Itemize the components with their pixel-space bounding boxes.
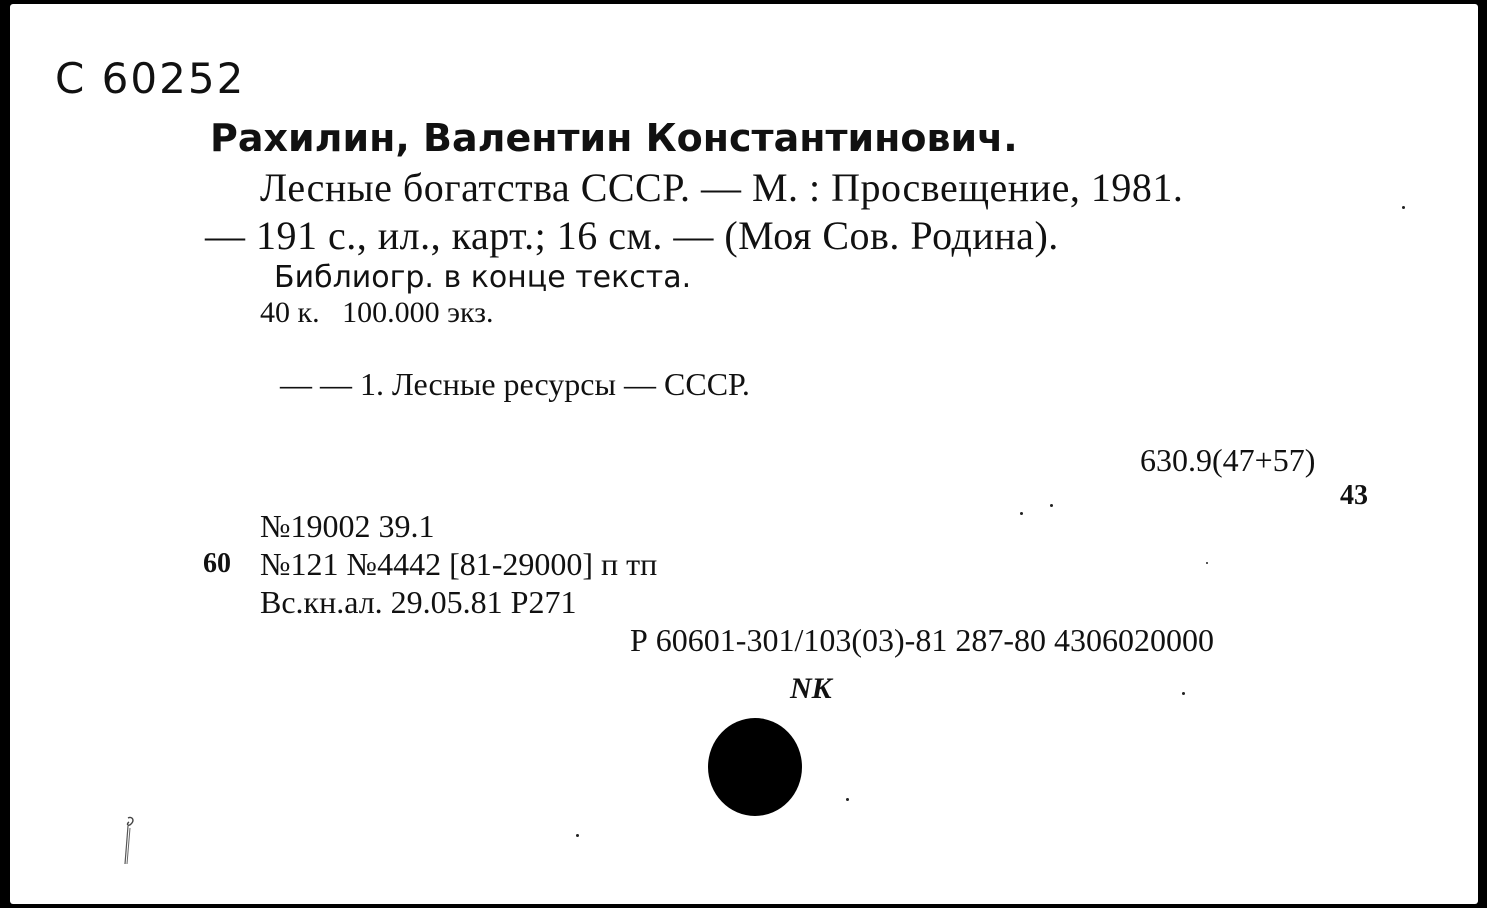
punch-hole [708,718,802,816]
catalog-card [10,4,1478,904]
speck [1402,206,1405,209]
speck [1206,562,1208,564]
author-mark: 43 [1340,480,1368,511]
speck [576,834,579,837]
bibliography-note: Библиогр. в конце текста. [274,260,692,295]
title-line-2: — 191 с., ил., карт.; 16 см. — (Моя Сов. Родина). [205,213,1059,258]
call-number: С 60252 [55,54,246,103]
title-line-1: Лесные богатства СССР. — М. : Просвещение, 1981. [260,165,1184,210]
handwritten-mark: NK [790,672,832,705]
price-and-print-run: 40 к. 100.000 экз. [260,296,494,329]
technical-line-4: Р 60601-301/103(03)-81 287-80 4306020000 [630,622,1214,658]
pencil-mark-icon [118,814,138,866]
speck [1020,512,1023,515]
classification-code: 630.9(47+57) [1140,442,1316,478]
speck [1182,692,1185,695]
speck [1050,504,1053,507]
technical-line-3: Вс.кн.ал. 29.05.81 Р271 [260,584,577,620]
speck [846,798,849,801]
technical-line-1: №19002 39.1 [260,508,435,544]
technical-line-2-number: 60 [203,548,231,579]
subject-heading: — — 1. Лесные ресурсы — СССР. [280,366,750,402]
author-name: Рахилин, Валентин Константинович. [210,116,1018,160]
technical-line-2: №121 №4442 [81-29000] п тп [260,546,658,582]
